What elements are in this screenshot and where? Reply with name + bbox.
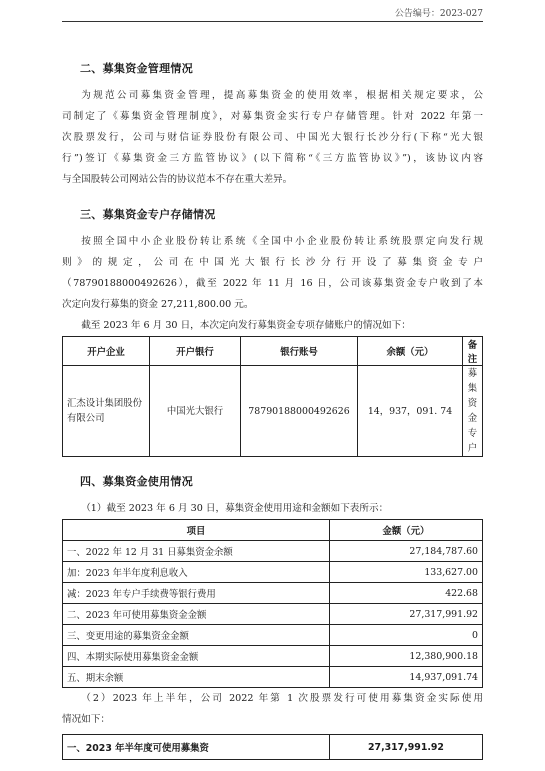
table-row bbox=[63, 604, 483, 625]
table-row bbox=[63, 562, 483, 583]
col-header-item: 项目 bbox=[63, 520, 330, 541]
cell-amount: 12,380,900.18 bbox=[330, 646, 483, 667]
table-row bbox=[63, 625, 483, 646]
cell-item: 五、期末余额 bbox=[63, 667, 330, 688]
cell-amount: 14,937,091.74 bbox=[330, 667, 483, 688]
document-body bbox=[62, 60, 483, 760]
cell-item: 三、变更用途的募集资金金额 bbox=[63, 625, 330, 646]
col-header-account: 银行账号 bbox=[241, 337, 358, 366]
table-row bbox=[63, 667, 483, 688]
table-row bbox=[63, 366, 483, 457]
table-row bbox=[63, 735, 483, 760]
section-2-line-2: 司制定了《募集资金管理制度》，对募集资金实行专户存储管理。针对 2022 年第一 bbox=[62, 111, 483, 122]
section-3-line-1: 按照全国中小企业股份转让系统《全国中小企业股份转让系统股票定向发行规 bbox=[81, 236, 483, 247]
section-4-title: 四、募集资金使用情况 bbox=[80, 475, 193, 488]
cell-summary-label: 一、2023 年半年度可使用募集资 bbox=[63, 735, 330, 760]
col-header-note: 备注 bbox=[463, 337, 483, 366]
section-4-intro-2-cont: 情况如下： bbox=[62, 714, 110, 725]
header-code: 公告编号：2023-027 bbox=[394, 9, 483, 19]
account-table-header-row bbox=[63, 337, 483, 366]
cell-amount: 27,317,991.92 bbox=[330, 604, 483, 625]
col-header-bank: 开户银行 bbox=[150, 337, 241, 366]
section-3-line-5: 截至 2023 年 6 月 30 日，本次定向发行募集资金专项存储账户的情况如下： bbox=[81, 320, 411, 331]
cell-amount: 0 bbox=[330, 625, 483, 646]
cell-amount: 27,184,787.60 bbox=[330, 541, 483, 562]
cell-note: 募集资金专户 bbox=[463, 366, 483, 457]
section-2-line-5: 与全国股转公司网站公告的协议范本不存在重大差异。 bbox=[62, 174, 293, 185]
section-4-intro-1: （1）截至 2023 年 6 月 30 日，募集资金使用用途和金额如下表所示： bbox=[81, 503, 389, 514]
section-2-line-4: 行”)签订《募集资金三方监管协议》(以下简称“《三方监管协议》”)，该协议内容 bbox=[62, 153, 483, 164]
section-3-line-4: 次定向发行募集的资金 27,211,800.00 元。 bbox=[62, 299, 254, 310]
cell-item: 加：2023 年半年度利息收入 bbox=[63, 562, 330, 583]
account-table bbox=[62, 336, 483, 457]
cell-item: 四、本期实际使用募集资金金额 bbox=[63, 646, 330, 667]
section-3-line-3: （78790188000492626），截至 2022 年 11 月 16 日，公司该募集资金专户收到了本 bbox=[62, 278, 483, 289]
section-2-line-1: 为规范公司募集资金管理，提高募集资金的使用效率，根据相关规定要求，公 bbox=[81, 90, 483, 101]
section-2-title: 二、募集资金管理情况 bbox=[80, 62, 193, 75]
cell-amount: 133,627.00 bbox=[330, 562, 483, 583]
section-3-line-2: 则》的规定，公司在中国光大银行长沙分行开设了募集资金专户 bbox=[62, 257, 483, 268]
section-4-intro-2: （2）2023 年上半年，公司 2022 年第 1 次股票发行可使用募集资金实际使用 bbox=[81, 693, 483, 704]
cell-account: 78790188000492626 bbox=[241, 366, 358, 457]
cell-item: 二、2023 年可使用募集资金金额 bbox=[63, 604, 330, 625]
usage-table-header-row bbox=[63, 520, 483, 541]
cell-item: 减：2023 年专户手续费等银行费用 bbox=[63, 583, 330, 604]
cell-balance: 14，937，091. 74 bbox=[358, 366, 463, 457]
cell-company: 汇杰设计集团股份有限公司 bbox=[63, 366, 150, 457]
cell-amount: 422.68 bbox=[330, 583, 483, 604]
col-header-company: 开户企业 bbox=[63, 337, 150, 366]
cell-summary-value: 27,317,991.92 bbox=[330, 735, 483, 760]
summary-table bbox=[62, 734, 483, 760]
section-3-title: 三、募集资金专户存储情况 bbox=[80, 208, 216, 221]
col-header-amount: 金额（元） bbox=[330, 520, 483, 541]
table-row bbox=[63, 646, 483, 667]
col-header-balance: 余额（元） bbox=[358, 337, 463, 366]
cell-bank: 中国光大银行 bbox=[150, 366, 241, 457]
table-row bbox=[63, 541, 483, 562]
usage-table bbox=[62, 519, 483, 688]
table-row bbox=[63, 583, 483, 604]
header-rule bbox=[62, 21, 483, 22]
section-2-line-3: 次股票发行，公司与财信证券股份有限公司、中国光大银行长沙分行(下称“光大银 bbox=[62, 132, 483, 143]
cell-item: 一、2022 年 12 月 31 日募集资金余额 bbox=[63, 541, 330, 562]
